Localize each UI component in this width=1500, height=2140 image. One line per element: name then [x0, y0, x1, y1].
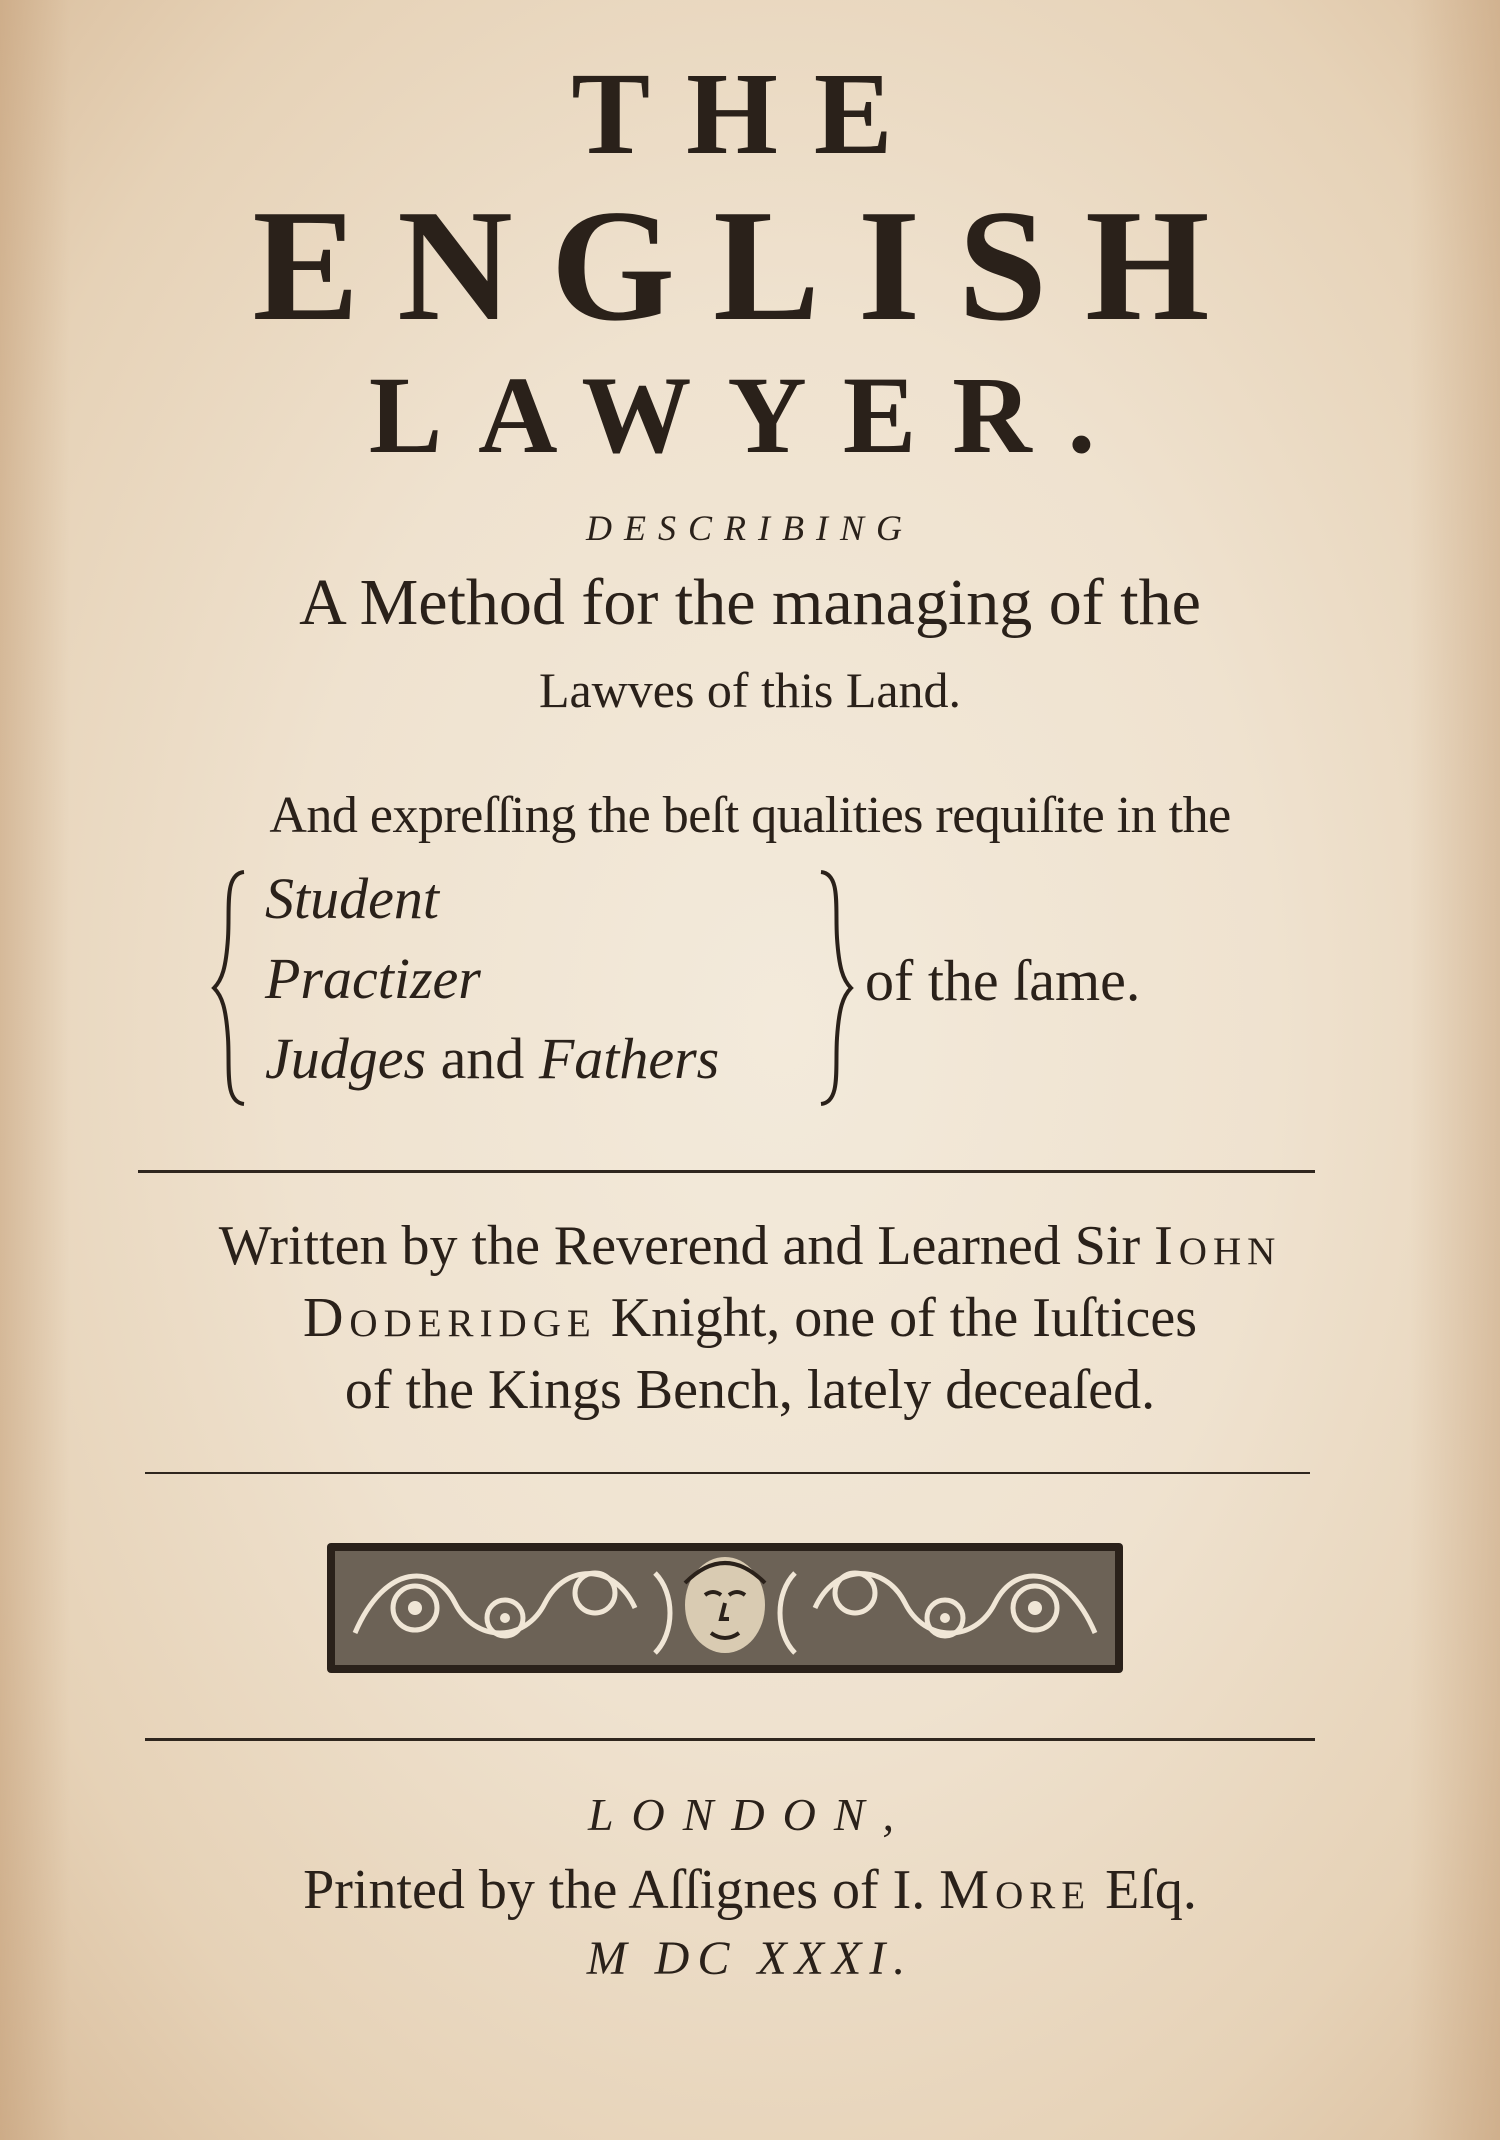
role-judges: Judges	[265, 1026, 427, 1091]
subtitle-lawes: Lawves of this Land.	[538, 662, 962, 718]
printer-prefix: Printed by the Aſſignes of I.	[303, 1859, 926, 1921]
right-brace-icon	[815, 868, 855, 1108]
author-line-1	[0, 1215, 1500, 1277]
imprint-year: M DC XXXI.	[586, 1932, 914, 1985]
divider-rule	[138, 1170, 1315, 1173]
role-judges-fathers	[265, 1026, 720, 1091]
author-first-name: Iohn	[1154, 1215, 1282, 1277]
author-prefix: Written by the Reverend and Learned Sir	[218, 1215, 1141, 1277]
of-the-same: of the ſame.	[865, 948, 1141, 1013]
role-student: Student	[265, 866, 439, 931]
author-line-2	[0, 1287, 1500, 1349]
title-lawyer: LAWYER.	[368, 354, 1132, 476]
roles-brace-block	[210, 860, 1260, 1120]
title-the: THE	[571, 48, 929, 179]
divider-rule	[145, 1738, 1315, 1741]
author-line-3: of the Kings Bench, lately deceaſed.	[344, 1359, 1156, 1421]
title-english: ENGLISH	[252, 176, 1248, 354]
imprint-printer	[0, 1859, 1500, 1921]
divider-rule	[145, 1472, 1310, 1474]
subtitle-method: A Method for the managing of the	[299, 566, 1201, 639]
left-brace-icon	[210, 868, 250, 1108]
author-surname: Doderidge	[302, 1287, 597, 1349]
role-practizer: Practizer	[265, 946, 481, 1011]
role-fathers: Fathers	[538, 1026, 720, 1091]
role-and: and	[440, 1026, 525, 1091]
printer-suffix: Eſq.	[1105, 1859, 1197, 1921]
subtitle-expressing: And expreſſing the beſt qualities requiſite in the	[269, 787, 1231, 844]
printer-name: More	[939, 1859, 1092, 1921]
imprint-city: LONDON,	[587, 1789, 913, 1840]
printers-ornament-icon	[325, 1533, 1125, 1683]
subtitle-describing: DESCRIBING	[586, 508, 914, 548]
author-title: Knight, one of the Iuſtices	[610, 1287, 1198, 1349]
